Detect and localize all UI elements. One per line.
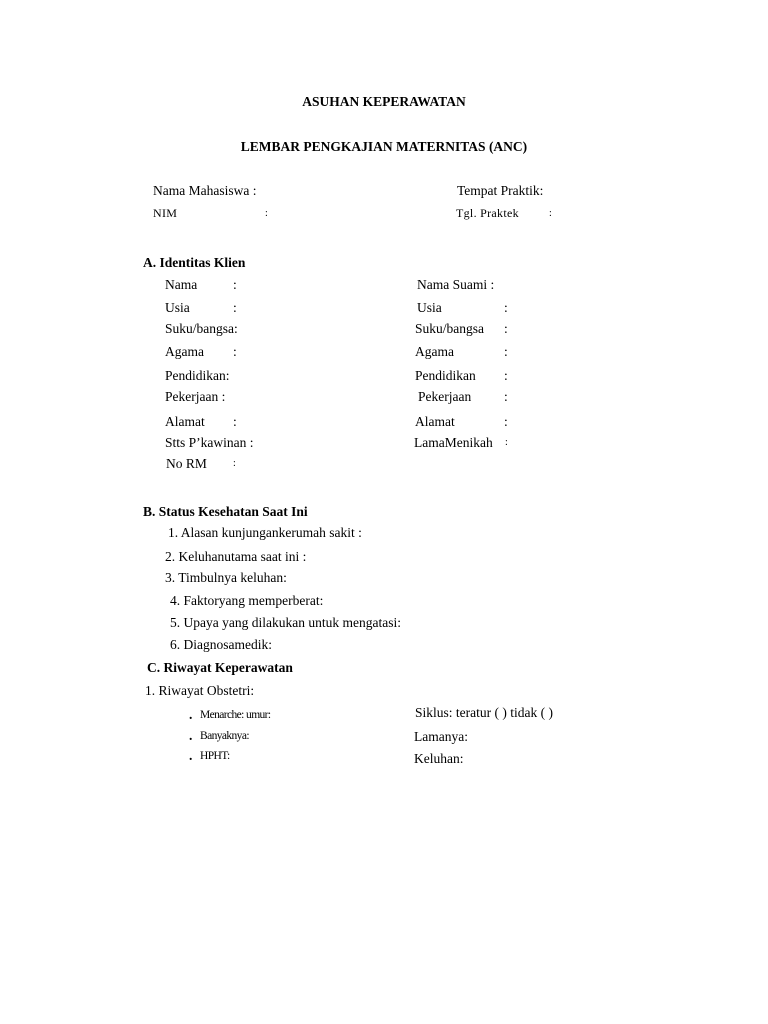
pekerjaan-suami-label: Pekerjaan [418,389,472,404]
usia-colon: : [233,300,237,315]
list-item: 1. Alasan kunjungankerumah sakit : [168,525,362,540]
section-c-heading: C. Riwayat Keperawatan [147,660,293,675]
bullet: . [189,728,193,743]
tgl-praktek-colon: : [549,208,552,219]
hpht-label: HPHT: [200,750,230,762]
no-rm-colon: : [233,458,236,469]
alamat-colon: : [233,414,237,429]
agama-colon: : [233,344,237,359]
agama-suami-label: Agama [415,344,454,359]
pekerjaan-suami-colon: : [504,389,508,404]
nama-suami-label: Nama Suami : [417,277,495,292]
suku-bangsa-suami-colon: : [504,321,508,336]
agama-suami-colon: : [504,344,508,359]
usia-suami-colon: : [504,300,508,315]
pendidikan-label: Pendidikan: [165,368,230,383]
alamat-suami-colon: : [504,414,508,429]
document-title: ASUHAN KEPERAWATAN [302,94,466,109]
list-item: 6. Diagnosamedik: [170,637,272,652]
list-item: 3. Timbulnya keluhan: [165,570,287,585]
nama-mahasiswa-label: Nama Mahasiswa : [153,183,257,198]
usia-label: Usia [165,300,190,315]
list-item: 5. Upaya yang dilakukan untuk mengatasi: [170,615,401,630]
suku-bangsa-label: Suku/bangsa: [165,321,238,336]
menarche-label: Menarche: umur: [200,709,271,721]
agama-label: Agama [165,344,204,359]
tempat-praktik-label: Tempat Praktik: [457,183,544,198]
bullet: . [189,707,193,722]
bullet: . [189,748,193,763]
keluhan-label: Keluhan: [414,751,464,766]
suku-bangsa-suami-label: Suku/bangsa [415,321,484,336]
siklus-label: Siklus: teratur ( ) tidak ( ) [415,705,553,720]
lama-menikah-label: LamaMenikah [414,435,493,450]
nim-label: NIM [153,206,178,220]
lama-menikah-colon: : [505,437,508,448]
nama-colon: : [233,277,237,292]
pendidikan-suami-label: Pendidikan [415,368,476,383]
banyaknya-label: Banyaknya: [200,730,249,742]
lamanya-label: Lamanya: [414,729,468,744]
nim-colon: : [265,208,268,219]
status-perkawinan-label: Stts P’kawinan : [165,435,254,450]
tgl-praktek-label: Tgl. Praktek [456,206,519,220]
riwayat-obstetri-label: 1. Riwayat Obstetri: [145,683,255,698]
list-item: 2. Keluhanutama saat ini : [165,549,307,564]
no-rm-label: No RM [166,456,207,471]
list-item: 4. Faktoryang memperberat: [170,593,324,608]
document-subtitle: LEMBAR PENGKAJIAN MATERNITAS (ANC) [240,139,528,154]
section-a-heading: A. Identitas Klien [143,255,246,270]
pekerjaan-label: Pekerjaan : [165,389,226,404]
section-b-heading: B. Status Kesehatan Saat Ini [143,504,308,519]
pendidikan-suami-colon: : [504,368,508,383]
alamat-suami-label: Alamat [415,414,455,429]
alamat-label: Alamat [165,414,205,429]
usia-suami-label: Usia [417,300,442,315]
nama-label: Nama [165,277,198,292]
